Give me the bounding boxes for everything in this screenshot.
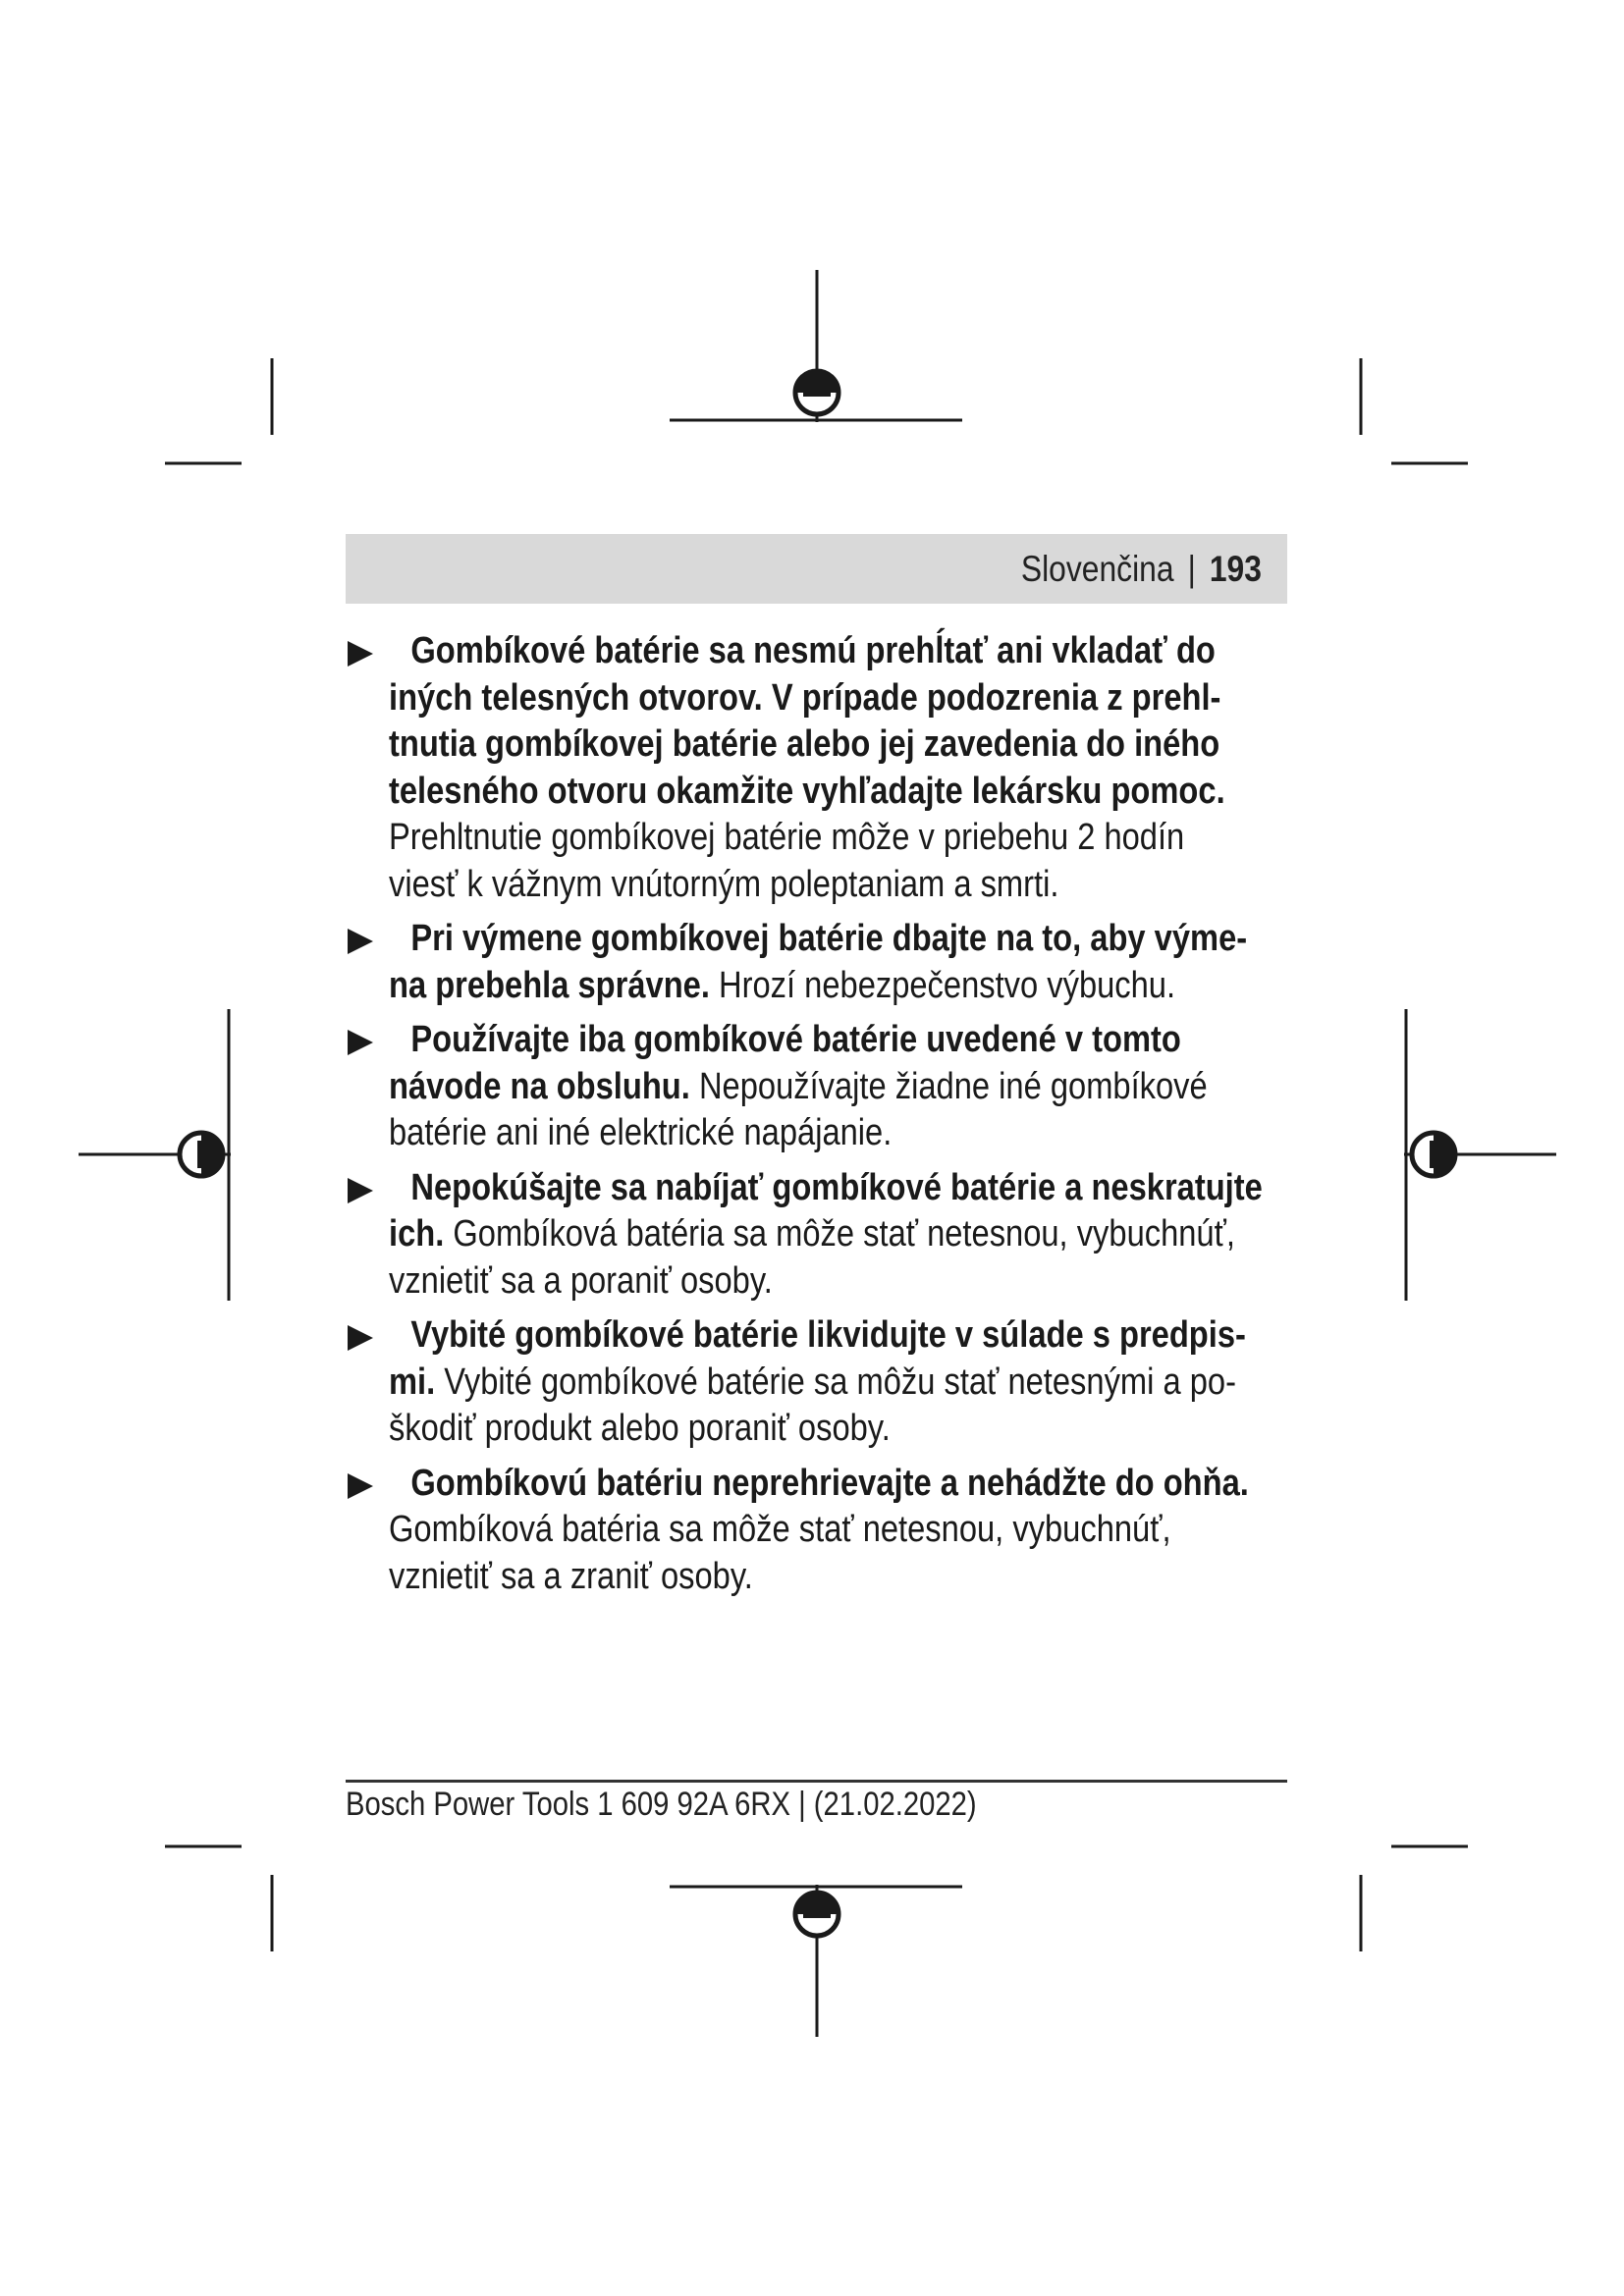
- page-header-bar: [346, 534, 1287, 604]
- warning-item: [346, 1461, 1308, 1601]
- text-line: návode na obsluhu. Nepoužívajte žiadne iné gombíkové: [389, 1065, 1208, 1107]
- bullet-triangle-icon: [348, 641, 373, 667]
- text-line: vznietiť sa a poraniť osoby.: [389, 1259, 773, 1302]
- bullet-triangle-icon: [348, 1178, 373, 1203]
- text-line: Gombíkovú batériu neprehrievajte a nehádžte do ohňa.: [410, 1462, 1249, 1504]
- text-line: telesného otvoru okamžite vyhľadajte lekársku pomoc.: [389, 770, 1225, 812]
- text-line: Vybité gombíkové batérie likvidujte v súlade s predpis-: [410, 1314, 1246, 1356]
- text-line: tnutia gombíkovej batérie alebo jej zavedenia do iného: [389, 723, 1220, 765]
- footer-rule: [346, 1780, 1287, 1783]
- warning-item: [346, 1165, 1308, 1306]
- text-line: iných telesných otvorov. V prípade podozrenia z prehl-: [389, 676, 1221, 719]
- registration-target-left: [180, 1133, 223, 1176]
- text-line: ich. Gombíková batéria sa môže stať netesnou, vybuchnúť,: [389, 1213, 1235, 1255]
- header-language: Slovenčina: [1020, 549, 1174, 589]
- warning-item: [346, 1312, 1308, 1453]
- bullet-triangle-icon: [348, 1473, 373, 1499]
- text-line: Nepokúšajte sa nabíjať gombíkové batérie a neskratujte: [410, 1166, 1263, 1208]
- bullet-triangle-icon: [348, 1030, 373, 1055]
- text-line: batérie ani iné elektrické napájanie.: [389, 1112, 893, 1153]
- warning-item: [346, 1017, 1308, 1157]
- warning-item: [346, 916, 1308, 1009]
- bullet-triangle-icon: [348, 1325, 373, 1351]
- text-line: Pri výmene gombíkovej batérie dbajte na to, aby výme-: [410, 918, 1248, 959]
- page-header: [1021, 551, 1262, 588]
- page-number: 193: [1209, 549, 1262, 589]
- text-line: Používajte iba gombíkové batérie uvedené v tomto: [410, 1019, 1181, 1060]
- warning-item: [346, 628, 1308, 908]
- text-line: Gombíkové batérie sa nesmú prehĺtať ani vkladať do: [410, 630, 1216, 671]
- header-separator: |: [1187, 549, 1196, 589]
- registration-target-right: [1412, 1133, 1455, 1176]
- page-footer: Bosch Power Tools 1 609 92A 6RX | (21.02.2022): [346, 1786, 977, 1823]
- text-line: na prebehla správne. Hrozí nebezpečenstvo výbuchu.: [389, 964, 1176, 1006]
- bullet-triangle-icon: [348, 929, 373, 954]
- text-line: škodiť produkt alebo poraniť osoby.: [389, 1408, 891, 1449]
- registration-target-top: [795, 371, 839, 414]
- text-line: Gombíková batéria sa môže stať netesnou, vybuchnúť,: [389, 1509, 1171, 1550]
- text-line: Prehltnutie gombíkovej batérie môže v priebehu 2 hodín: [389, 817, 1185, 858]
- registration-target-bottom: [795, 1893, 839, 1936]
- text-line: viesť k vážnym vnútorným poleptaniam a smrti.: [389, 863, 1059, 905]
- safety-warnings-list: [346, 628, 1308, 1608]
- text-line: mi. Vybité gombíkové batérie sa môžu stať netesnými a po-: [389, 1361, 1236, 1403]
- text-line: vznietiť sa a zraniť osoby.: [389, 1555, 753, 1597]
